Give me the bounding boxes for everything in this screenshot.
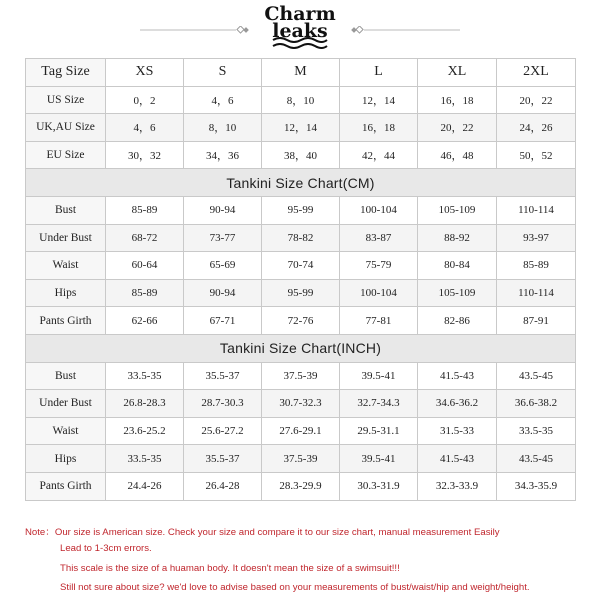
conversion-row	[26, 114, 576, 142]
cm-cell: 90-94	[184, 196, 262, 224]
inch-row-label: Bust	[26, 362, 106, 390]
cm-cell: 72-76	[262, 307, 340, 335]
inch-cell: 43.5-45	[497, 445, 576, 473]
note-line-4: Still not sure about size? we'd love to advise based on your measurements of bust/waist/hip and weight/height.	[60, 582, 530, 593]
size-header: 2XL	[497, 59, 576, 87]
inch-cell: 28.3-29.9	[262, 472, 340, 500]
inch-cell: 34.6-36.2	[418, 390, 497, 418]
inch-cell: 39.5-41	[340, 445, 418, 473]
inch-cell: 35.5-37	[184, 362, 262, 390]
inch-row	[26, 362, 576, 390]
cm-cell: 105-109	[418, 196, 497, 224]
inch-cell: 23.6-25.2	[106, 417, 184, 445]
cm-cell: 110-114	[497, 196, 576, 224]
cm-cell: 100-104	[340, 196, 418, 224]
inch-row	[26, 445, 576, 473]
cm-cell: 85-89	[497, 252, 576, 280]
cm-cell: 75-79	[340, 252, 418, 280]
conversion-cell: 16，18	[340, 114, 418, 142]
inch-cell: 27.6-29.1	[262, 417, 340, 445]
inch-cell: 31.5-33	[418, 417, 497, 445]
note-line-2: Lead to 1-3cm errors.	[60, 543, 152, 554]
cm-cell: 90-94	[184, 279, 262, 307]
size-chart-body	[26, 59, 576, 501]
size-header: L	[340, 59, 418, 87]
inch-cell: 29.5-31.1	[340, 417, 418, 445]
inch-row	[26, 417, 576, 445]
logo-line-1: Charm	[264, 3, 336, 25]
cm-cell: 82-86	[418, 307, 497, 335]
cm-cell: 68-72	[106, 224, 184, 252]
inch-cell: 35.5-37	[184, 445, 262, 473]
inch-cell: 32.3-33.9	[418, 472, 497, 500]
inch-cell: 33.5-35	[497, 417, 576, 445]
inch-section-title-row	[26, 334, 576, 362]
tag-size-header: Tag Size	[26, 59, 106, 87]
cm-cell: 110-114	[497, 279, 576, 307]
note-line-3: This scale is the size of a huaman body. It doesn't mean the size of a swimsuit!!!	[60, 563, 400, 574]
cm-cell: 83-87	[340, 224, 418, 252]
cm-cell: 60-64	[106, 252, 184, 280]
cm-row	[26, 224, 576, 252]
cm-row-label: Bust	[26, 196, 106, 224]
inch-cell: 28.7-30.3	[184, 390, 262, 418]
inch-cell: 41.5-43	[418, 362, 497, 390]
conversion-cell: 38，40	[262, 141, 340, 169]
inch-row	[26, 472, 576, 500]
inch-row-label: Waist	[26, 417, 106, 445]
cm-cell: 65-69	[184, 252, 262, 280]
cm-section-title-row	[26, 169, 576, 197]
size-header: XL	[418, 59, 497, 87]
cm-row-label: Under Bust	[26, 224, 106, 252]
conversion-cell: 20，22	[497, 86, 576, 114]
cm-row-label: Pants Girth	[26, 307, 106, 335]
inch-cell: 37.5-39	[262, 362, 340, 390]
conversion-cell: 34，36	[184, 141, 262, 169]
inch-cell: 43.5-45	[497, 362, 576, 390]
conversion-cell: 46，48	[418, 141, 497, 169]
inch-row-label: Under Bust	[26, 390, 106, 418]
inch-cell: 37.5-39	[262, 445, 340, 473]
conversion-cell: 42，44	[340, 141, 418, 169]
conversion-cell: 16，18	[418, 86, 497, 114]
conversion-cell: 0，2	[106, 86, 184, 114]
cm-cell: 95-99	[262, 196, 340, 224]
inch-cell: 30.7-32.3	[262, 390, 340, 418]
cm-cell: 85-89	[106, 196, 184, 224]
conversion-cell: 8，10	[262, 86, 340, 114]
cm-row	[26, 307, 576, 335]
ornament-right-icon	[350, 26, 460, 34]
cm-cell: 105-109	[418, 279, 497, 307]
cm-cell: 87-91	[497, 307, 576, 335]
cm-row-label: Hips	[26, 279, 106, 307]
cm-cell: 88-92	[418, 224, 497, 252]
conversion-cell: 12，14	[262, 114, 340, 142]
cm-cell: 62-66	[106, 307, 184, 335]
inch-row	[26, 390, 576, 418]
cm-section-title: Tankini Size Chart(CM)	[26, 169, 576, 197]
inch-section-title: Tankini Size Chart(INCH)	[26, 334, 576, 362]
cm-row	[26, 196, 576, 224]
inch-row-label: Hips	[26, 445, 106, 473]
cm-cell: 93-97	[497, 224, 576, 252]
inch-cell: 36.6-38.2	[497, 390, 576, 418]
inch-cell: 24.4-26	[106, 472, 184, 500]
cm-row	[26, 279, 576, 307]
cm-cell: 70-74	[262, 252, 340, 280]
inch-cell: 39.5-41	[340, 362, 418, 390]
inch-cell: 34.3-35.9	[497, 472, 576, 500]
inch-cell: 32.7-34.3	[340, 390, 418, 418]
conversion-cell: 4，6	[106, 114, 184, 142]
conversion-cell: 50，52	[497, 141, 576, 169]
conversion-cell: 12，14	[340, 86, 418, 114]
conversion-row	[26, 86, 576, 114]
conversion-cell: 8，10	[184, 114, 262, 142]
cm-row	[26, 252, 576, 280]
cm-cell: 85-89	[106, 279, 184, 307]
inch-cell: 26.4-28	[184, 472, 262, 500]
inch-cell: 26.8-28.3	[106, 390, 184, 418]
cm-cell: 77-81	[340, 307, 418, 335]
logo-line-2: leaks	[272, 20, 328, 42]
conversion-row-label: UK,AU Size	[26, 114, 106, 142]
size-header: S	[184, 59, 262, 87]
conversion-row	[26, 141, 576, 169]
inch-row-label: Pants Girth	[26, 472, 106, 500]
inch-cell: 41.5-43	[418, 445, 497, 473]
cm-cell: 80-84	[418, 252, 497, 280]
size-header: XS	[106, 59, 184, 87]
inch-cell: 25.6-27.2	[184, 417, 262, 445]
size-chart-table	[25, 58, 576, 501]
conversion-cell: 24，26	[497, 114, 576, 142]
size-header: M	[262, 59, 340, 87]
cm-cell: 67-71	[184, 307, 262, 335]
table-header-row	[26, 59, 576, 87]
cm-row-label: Waist	[26, 252, 106, 280]
conversion-cell: 20，22	[418, 114, 497, 142]
conversion-row-label: EU Size	[26, 141, 106, 169]
conversion-cell: 30，32	[106, 141, 184, 169]
conversion-row-label: US Size	[26, 86, 106, 114]
conversion-cell: 4，6	[184, 86, 262, 114]
cm-cell: 73-77	[184, 224, 262, 252]
waves-icon	[271, 36, 329, 50]
inch-cell: 33.5-35	[106, 445, 184, 473]
inch-cell: 30.3-31.9	[340, 472, 418, 500]
inch-cell: 33.5-35	[106, 362, 184, 390]
cm-cell: 95-99	[262, 279, 340, 307]
cm-cell: 78-82	[262, 224, 340, 252]
brand-header	[0, 0, 600, 50]
note-line-1: Note：Our size is American size. Check your size and compare it to our size chart, manual measurement Easily	[25, 527, 500, 538]
cm-cell: 100-104	[340, 279, 418, 307]
